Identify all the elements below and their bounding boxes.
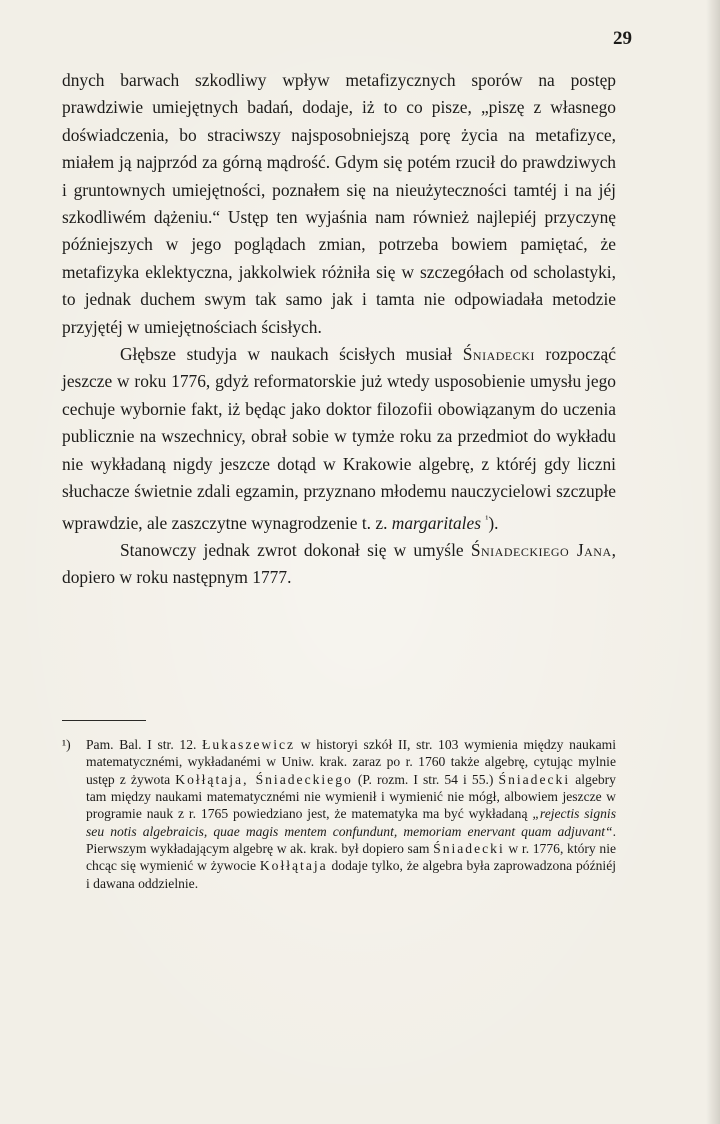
footnote-name-spaced: Śniadecki [433, 841, 505, 857]
footnote-1 [62, 736, 616, 892]
paragraph-2-text-end: ). [488, 512, 499, 533]
footnote-marker: ¹) [62, 737, 71, 752]
author-full-name-small-caps: Śniadeckiego Jana [470, 539, 612, 560]
paragraph-3-text-end: , dopiero w roku następnym 1777. [62, 539, 616, 588]
paragraph-1 [62, 67, 616, 341]
paragraph-2-text-start: Głębsze studyja w naukach ścisłych musiał [120, 344, 463, 365]
footnote-text: w historyi szkół II, str. 103 wymienia między naukami matematycznémi, wykładanémi w Uniw. krak. zaraz po r. 1760 także algebrę, cytując mylnie ustęp z żywota [86, 737, 616, 787]
paragraph-3-text-start: Stanowczy jednak zwrot dokonał się w umyśle [120, 539, 471, 560]
paragraph-1-text: dnych barwach szkodliwy wpływ metafizycznych sporów na postęp prawdziwie umiejętnych badań, dodaje, iż to co pisze, „piszę z własnego doświadczenia, bo straciwszy najsposobniejszą porę życia na metafizyce, miałem ją najprzód za górną mądrość. Gdym się potém rzucił do prawdziwych i gruntownych umiejętności, poznałem się na nieużyteczności tamtéj i na jéj szkodliwém dążeniu.“ Ustęp ten wyjaśnia nam również najlepiéj przyczynę późniejszych w jego poglądach zmian, potrzeba bowiem pamiętać, że metafizyka eklektyczna, jakkolwiek różniła się w szczegółach od scholastyki, to jednak duchem swym tak samo jak i tamta nie odpowiadała metodzie przyjętéj w umiejętnościach ścisłych. [62, 70, 616, 337]
paragraph-3 [62, 537, 616, 592]
author-name-small-caps: Śniadecki [462, 344, 535, 365]
footnote-text: dodaje tylko, że algebra była zaprowadzona późniéj i dawana oddzielnie. [86, 858, 617, 891]
footnote-text: . Pierwszym wykładającym algebrę w ak. krak. był dopiero sam [86, 823, 616, 857]
footnote-text: Pam. Bal. I str. 12. [86, 737, 203, 752]
footnote-reference[interactable]: ¹ [485, 513, 489, 525]
paragraph-2 [62, 341, 616, 537]
page-edge-shadow [706, 0, 720, 1124]
footnote-author-spaced: Łukaszewicz [202, 737, 296, 752]
paragraph-2-text-body: rozpocząć jeszcze w roku 1776, gdyż reformatorskie już wtedy usposobienie umysłu jego cechuje wybornie fakt, iż będąc jako doktor filozofii obowiązanym do uczenia publicznie na wszechnicy, obrał sobie w tymże roku za przedmiot do wykładu nie wykładaną nigdy jeszcze dotąd w Krakowie algebrę, z któréj gdy liczni słuchacze świetnie zdali egzamin, przyznano młodemu nauczycielowi szczupłe wprawdzie, ale zaszczytne wynagrodzenie t. z. [62, 344, 616, 533]
footnote-text: algebry tam między naukami matematycznémi nie wymienił i wymienić nie mógł, albowiem jeszcze w programie nauk z r. 1765 powiedziano jest, że matematyka ma być wykładaną [86, 771, 616, 822]
footnote-name-spaced: Kołłątaja [259, 858, 328, 874]
footnote-latin-quote: „rejectis signis seu notis algebraicis, quae magis mentem confundunt, memoriam enervant quam adjuvant“ [86, 806, 616, 839]
footnote-divider [62, 720, 146, 721]
italic-term: margaritales [391, 512, 481, 533]
footnote-names-spaced: Kołłątaja, Śniadeckiego [175, 771, 353, 787]
main-text [62, 67, 616, 592]
footnote-name-spaced: Śniadecki [498, 771, 571, 787]
page-number: 29 [613, 28, 632, 49]
footnote-text: w r. 1776, który nie chcąc się wymienić w żywocie [86, 841, 616, 874]
footnote-text: (P. rozm. I str. 54 i 55.) [352, 771, 499, 787]
footnotes [62, 736, 616, 892]
